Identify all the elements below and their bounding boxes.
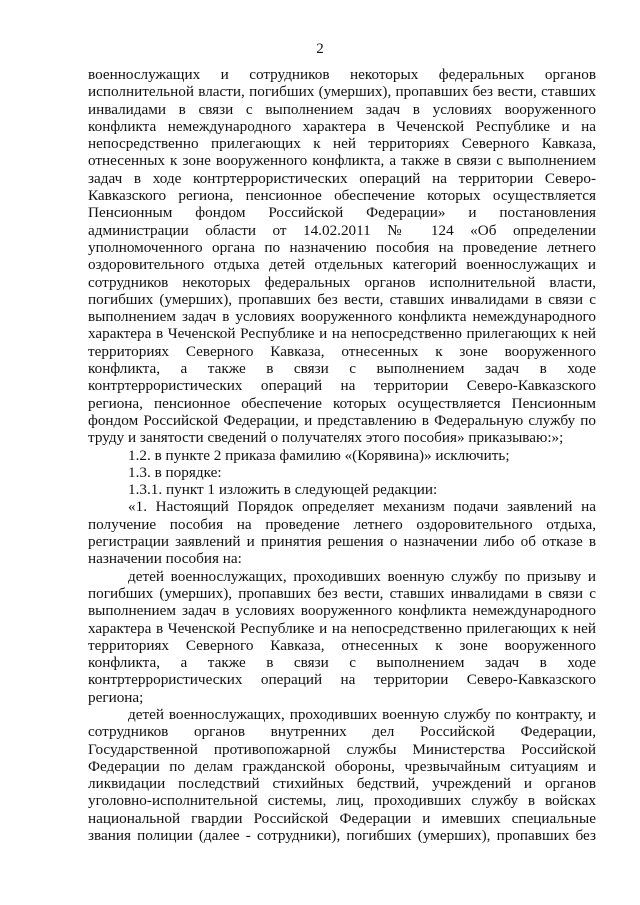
text-line: уполномоченного органа по назначению пособия на проведение летнего	[88, 238, 596, 256]
text-line: национальной гвардии Российской Федерации и имевших специальные	[88, 809, 596, 827]
text-line: Государственной противопожарной службы Министерства Российской	[88, 740, 596, 758]
text-line: территориях Северного Кавказа, отнесенных к зоне вооруженного	[88, 342, 596, 360]
text-line: Пенсионным фондом Российской Федерации» и постановления	[88, 204, 596, 222]
text-line: выполнением задач в условиях вооруженного конфликта немеждународного	[88, 602, 596, 620]
text-line: Федерации по делам гражданской обороны, чрезвычайным ситуациям и	[88, 757, 596, 775]
text-line: конфликта, а также в связи с выполнением задач в ходе	[88, 654, 596, 672]
text-line: труду и занятости сведений о получателях этого пособия» приказываю:»;	[88, 429, 564, 447]
text-line: выполнением задач в условиях вооруженного конфликта немеждународного	[88, 308, 596, 326]
text-line: фондом Российской Федерации, и представлению в Федеральную службу по	[88, 411, 596, 429]
text-line: сотрудников органов внутренних дел Российской Федерации,	[88, 723, 596, 741]
text-line: территориях Северного Кавказа, отнесенных к зоне вооруженного	[88, 636, 596, 654]
text-line: погибших (умерших), пропавших без вести, ставших инвалидами в связи с	[88, 290, 596, 308]
text-line: характера в Чеченской Республике и на непосредственно прилегающих к ней	[88, 619, 596, 637]
text-line: назначении пособия на:	[88, 550, 242, 568]
text-line: звания полиции (далее - сотрудники), погибших (умерших), пропавших без	[88, 827, 596, 845]
text-line: контртеррористических операций на территории Северо-Кавказского	[88, 377, 596, 395]
text-line: инвалидами в связи с выполнением задач в условиях вооруженного	[88, 100, 596, 118]
text-line: региона;	[88, 688, 144, 706]
text-line: детей военнослужащих, проходивших военную службу по призыву и	[128, 567, 596, 585]
text-line: 1.2. в пункте 2 приказа фамилию «(Корявина)» исключить;	[128, 446, 510, 464]
text-line: регистрации заявлений и принятия решения о назначении либо об отказе в	[88, 533, 596, 551]
text-line: контртеррористических операций на территории Северо-Кавказского	[88, 671, 596, 689]
text-line: «1. Настоящий Порядок определяет механизм подачи заявлений на	[128, 498, 596, 516]
text-line: администрации области от 14.02.2011 № 124 «Об определении	[88, 221, 596, 239]
text-line: получение пособия на проведение летнего оздоровительного отдыха,	[88, 515, 596, 533]
text-line: непосредственно прилегающих к ней территориях Северного Кавказа,	[88, 135, 596, 153]
text-line: исполнительной власти, погибших (умерших), пропавших без вести, ставших	[88, 83, 596, 101]
text-line: характера в Чеченской Республике и на непосредственно прилегающих к ней	[88, 325, 596, 343]
text-line: Кавказского региона, пенсионное обеспечение которых осуществляется	[88, 187, 596, 205]
text-line: уголовно-исполнительной системы, лиц, проходивших службу в войсках	[88, 792, 596, 810]
text-line: детей военнослужащих, проходивших военную службу по контракту, и	[128, 705, 596, 723]
text-line: сотрудников некоторых федеральных органов исполнительной власти,	[88, 273, 596, 291]
page-number: 2	[316, 41, 324, 57]
text-line: задач в ходе контртеррористических операций на территории Северо-	[88, 169, 596, 187]
text-line: отнесенных к зоне вооруженного конфликта, а также в связи с выполнением	[88, 152, 596, 170]
text-line: конфликта немеждународного характера в Чеченской Республике и на	[88, 117, 596, 135]
text-line: 1.3.1. пункт 1 изложить в следующей редакции:	[128, 481, 438, 499]
text-line: погибших (умерших), пропавших без вести, ставших инвалидами в связи с	[88, 584, 596, 602]
text-line: 1.3. в порядке:	[128, 463, 222, 481]
text-line: региона, пенсионное обеспечение которых осуществляется Пенсионным	[88, 394, 596, 412]
text-line: конфликта, а также в связи с выполнением задач в ходе	[88, 360, 596, 378]
text-line: ликвидации последствий стихийных бедствий, учреждений и органов	[88, 775, 596, 793]
text-line: оздоровительного отдыха детей отдельных категорий военнослужащих и	[88, 256, 596, 274]
text-line: военнослужащих и сотрудников некоторых федеральных органов	[88, 66, 596, 83]
document-body	[88, 66, 596, 844]
